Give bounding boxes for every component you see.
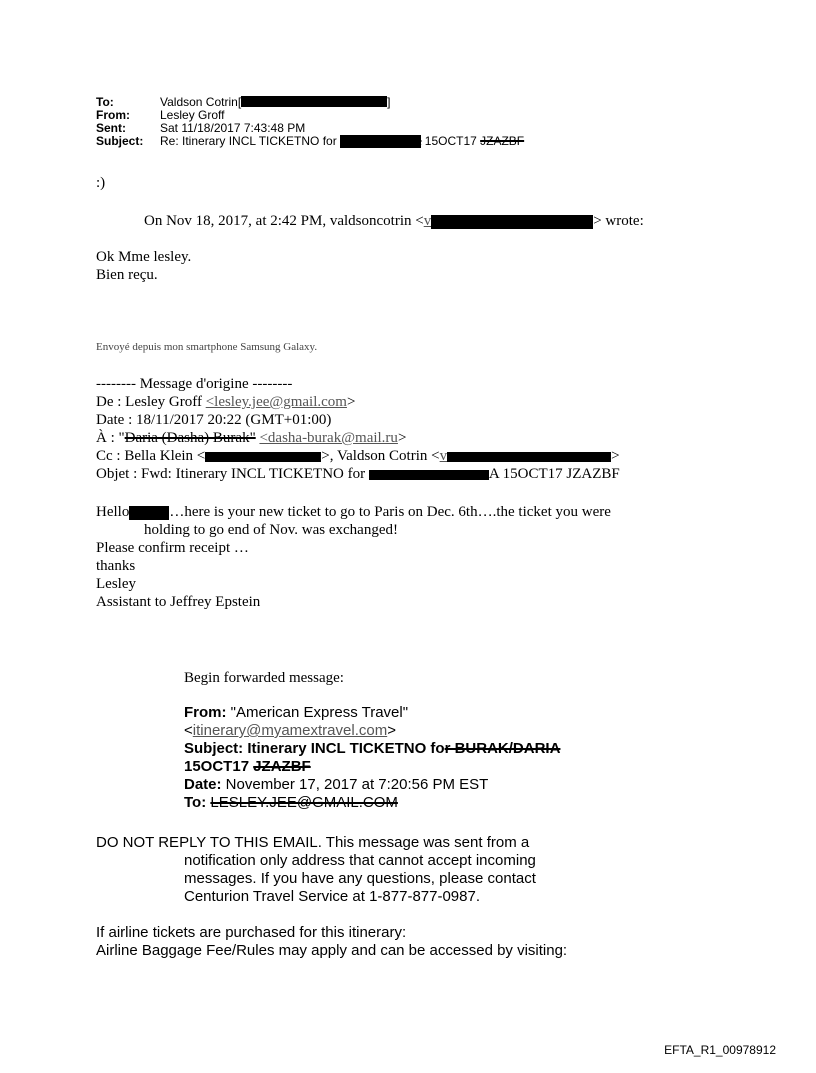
objet-suffix: A 15OCT17 JZAZBF <box>488 466 620 482</box>
notice-line-6: Airline Baggage Fee/Rules may apply and can be accessed by visiting: <box>96 942 568 959</box>
fwd-subject-line-2 <box>184 758 560 776</box>
de-prefix: De : Lesley Groff <box>96 394 206 410</box>
fwd-from-line <box>184 704 560 722</box>
message-line-5: Lesley <box>96 576 136 592</box>
fwd-email-open: < <box>184 722 193 739</box>
to-value: Valdson Cotrin[ <box>160 95 242 109</box>
original-message <box>96 375 620 483</box>
subject-prefix: Re: Itinerary INCL TICKETNO for <box>160 134 337 148</box>
on-wrote-suffix: > wrote: <box>593 213 644 229</box>
sent-value: Sat 11/18/2017 7:43:48 PM <box>160 121 306 135</box>
fwd-email-close: > <box>387 722 396 739</box>
reply-body <box>96 248 191 284</box>
ok-line: Ok Mme lesley. <box>96 249 192 265</box>
redaction-bar <box>431 215 593 229</box>
objet-line <box>96 465 620 483</box>
notice-block <box>96 834 567 960</box>
a-line <box>96 429 620 447</box>
redaction-bar <box>205 452 321 462</box>
message-line-2: holding to go end of Nov. was exchanged! <box>144 522 398 538</box>
subject-date: 15OCT17 <box>424 134 477 148</box>
forwarded-headers <box>184 704 560 812</box>
document-id: EFTA_R1_00978912 <box>664 1043 776 1057</box>
on-wrote-prefix: On Nov 18, 2017, at 2:42 PM, valdsoncotrin < <box>144 213 424 229</box>
mobile-signature: Envoyé depuis mon smartphone Samsung Galaxy. <box>96 341 318 353</box>
sent-label: Sent: <box>96 121 126 135</box>
fwd-to-label: To: <box>184 794 207 811</box>
message-line-6: Assistant to Jeffrey Epstein <box>96 594 261 610</box>
fwd-subject-redacted: r BURAK/DARIA <box>444 740 561 757</box>
de-suffix: > <box>346 394 356 410</box>
cc-line <box>96 447 620 465</box>
original-divider: -------- Message d'origine -------- <box>96 376 293 392</box>
date-line: Date : 18/11/2017 20:22 (GMT+01:00) <box>96 412 332 428</box>
fwd-subject-line <box>184 740 560 758</box>
redaction-bar <box>447 452 611 462</box>
cc-mid: >, Valdson Cotrin < <box>321 448 440 464</box>
smiley-line: :) <box>96 175 106 191</box>
hello-word: Hello <box>96 504 130 520</box>
message-line-3: Please confirm receipt … <box>96 540 249 556</box>
notice-line-4: Centurion Travel Service at 1-877-877-0987. <box>184 888 481 905</box>
notice-line-2: notification only address that cannot accept incoming <box>184 852 536 869</box>
a-suffix: > <box>397 430 407 446</box>
cc-prefix: Cc : Bella Klein < <box>96 448 206 464</box>
a-email[interactable]: <dasha-burak@mail.ru <box>259 430 398 446</box>
redaction-bar <box>241 96 387 107</box>
fwd-from-label: From: <box>184 704 227 721</box>
email-header <box>96 96 524 148</box>
fwd-subject-date: 15OCT17 <box>184 758 254 775</box>
from-label: From: <box>96 108 130 122</box>
fwd-date-value: November 17, 2017 at 7:20:56 PM EST <box>221 776 489 793</box>
to-suffix: ] <box>387 95 391 109</box>
subject-redacted-name: BURAK/DARIA <box>340 134 422 148</box>
from-value: Lesley Groff <box>160 108 225 122</box>
on-wrote-email[interactable]: v <box>423 213 432 229</box>
hello-line <box>96 503 611 521</box>
cc-email[interactable]: v <box>439 448 448 464</box>
objet-prefix: Objet : Fwd: Itinerary INCL TICKETNO for <box>96 466 369 482</box>
message-body <box>96 503 611 611</box>
header-subject-row <box>96 135 524 148</box>
redaction-bar <box>129 506 169 520</box>
notice-line-1: DO NOT REPLY TO THIS EMAIL. This message was sent from a <box>96 834 530 851</box>
a-name: Daria (Dasha) Burak" <box>124 430 256 446</box>
subject-code: JZAZBF <box>480 134 525 148</box>
cc-suffix: > <box>611 448 620 464</box>
redaction-bar <box>369 470 489 480</box>
notice-line-5: If airline tickets are purchased for this itinerary: <box>96 924 407 941</box>
on-wrote-line <box>144 212 644 230</box>
a-prefix: À : " <box>96 430 125 446</box>
de-line <box>96 393 620 411</box>
notice-line-3: messages. If you have any questions, please contact <box>184 870 536 887</box>
received-line: Bien reçu. <box>96 267 158 283</box>
fwd-subject-code: JZAZBF <box>253 758 311 775</box>
hello-rest: …here is your new ticket to go to Paris on Dec. 6th….the ticket you were <box>169 504 611 520</box>
message-line-4: thanks <box>96 558 136 574</box>
fwd-from-email[interactable]: itinerary@myamextravel.com <box>192 722 388 739</box>
fwd-to-value: LESLEY.JEE@GMAIL.COM <box>210 794 398 811</box>
begin-forwarded: Begin forwarded message: <box>184 670 344 686</box>
to-label: To: <box>96 95 114 109</box>
fwd-from-email-line <box>184 722 560 740</box>
subject-label: Subject: <box>96 134 144 148</box>
fwd-date-label: Date: <box>184 776 222 793</box>
fwd-date-line <box>184 776 560 794</box>
fwd-from-value: "American Express Travel" <box>226 704 409 721</box>
fwd-subject-label: Subject: Itinerary INCL TICKETNO fo <box>184 740 445 757</box>
de-email[interactable]: <lesley.jee@gmail.com <box>205 394 347 410</box>
fwd-to-line <box>184 794 560 812</box>
